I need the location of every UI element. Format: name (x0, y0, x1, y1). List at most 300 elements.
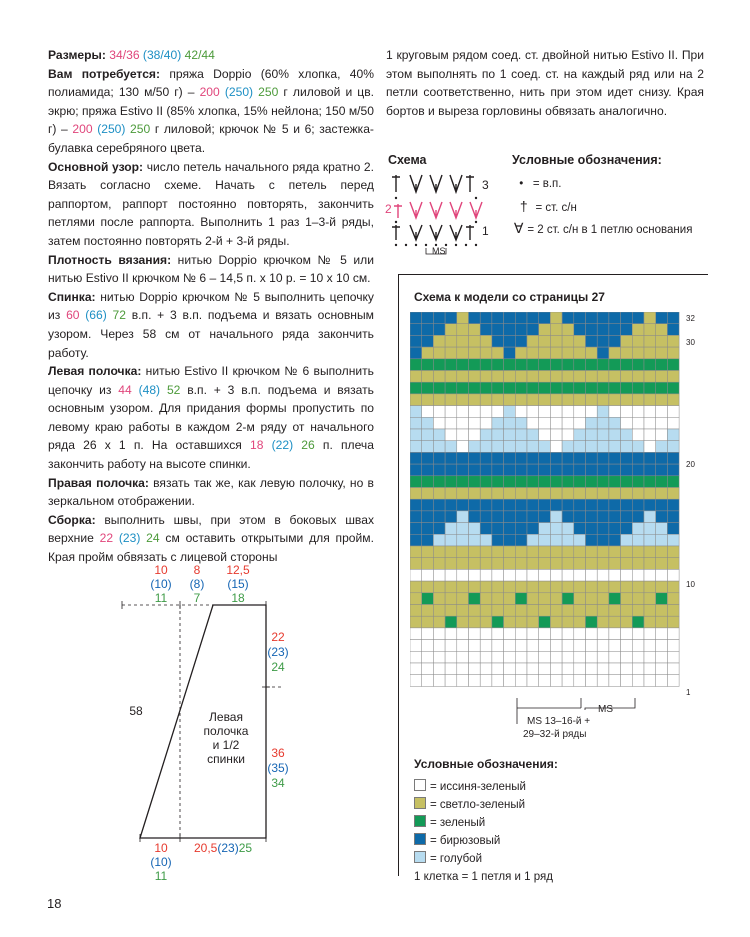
chart-cell (492, 534, 504, 546)
chart-cell (586, 593, 598, 605)
chart-cell (410, 499, 422, 511)
chart-cell (457, 499, 469, 511)
left-front-text-2: в.п. + 3 в.п. подъема и вязать основным узором. Для придания формы пропустить по левому краю работы в каждом 2-м ряду от начального ряда 26 х 1 п. На оставшихся (48, 382, 374, 453)
chart-cell (609, 511, 621, 523)
chart-cell (410, 569, 422, 581)
chart-cell (597, 581, 609, 593)
chart-cell (562, 651, 574, 663)
dim-top-left-a: 10 (154, 563, 168, 577)
chart-cell (574, 534, 586, 546)
color-chart (410, 312, 710, 732)
chart-cell (550, 312, 562, 324)
chart-cell (410, 593, 422, 605)
chart-cell (445, 324, 457, 336)
chart-cell (457, 371, 469, 383)
chart-cell (550, 382, 562, 394)
instructions-column (48, 46, 374, 567)
chart-cell (632, 406, 644, 418)
chart-cell (515, 488, 527, 500)
chart-cell (433, 417, 445, 429)
chart-cell (469, 499, 481, 511)
chart-cell (656, 499, 668, 511)
chart-cell (621, 675, 633, 687)
chart-cell (621, 324, 633, 336)
chart-cell (550, 546, 562, 558)
chart-cell (422, 569, 434, 581)
chart-cell (539, 394, 551, 406)
chart-cell (480, 335, 492, 347)
chart-cell (480, 511, 492, 523)
chart-cell (515, 371, 527, 383)
chart-cell (574, 663, 586, 675)
chart-cell (433, 534, 445, 546)
chart-cell (667, 534, 679, 546)
chart-cell (574, 371, 586, 383)
chart-cell (445, 640, 457, 652)
chart-cell (586, 324, 598, 336)
chart-cell (410, 335, 422, 347)
chart-cell (445, 359, 457, 371)
chart-cell (445, 452, 457, 464)
chart-cell (410, 651, 422, 663)
chart-cell (422, 593, 434, 605)
chart-cell (527, 616, 539, 628)
chart-cell (422, 452, 434, 464)
chart-cell (574, 347, 586, 359)
diagram-label-1: Левая (209, 710, 243, 724)
chart-cell (433, 382, 445, 394)
chart-cell (504, 569, 516, 581)
chart-row-10: 10 (686, 580, 695, 589)
chart-cell (586, 651, 598, 663)
chart-cell (515, 394, 527, 406)
chart-cell (632, 417, 644, 429)
chart-cell (539, 499, 551, 511)
chart-cell (574, 651, 586, 663)
chart-cell (492, 371, 504, 383)
chart-cell (632, 441, 644, 453)
chart-cell (457, 546, 469, 558)
main-pattern-label: Основной узор: (48, 159, 144, 174)
chart-cell (457, 569, 469, 581)
chart-cell (445, 441, 457, 453)
chart-cell (445, 523, 457, 535)
chart-cell (562, 312, 574, 324)
dc-symbol (392, 225, 400, 240)
chart-cell (562, 371, 574, 383)
right-front-text: вязать так же, как левую полочку, но в зеркальном отображении. (48, 475, 374, 509)
chart-cell (574, 593, 586, 605)
chart-cell (480, 546, 492, 558)
chart-cell (644, 581, 656, 593)
chart-cell (433, 347, 445, 359)
chart-cell (539, 359, 551, 371)
dim-bot-left-a: 10 (154, 841, 168, 855)
chart-cell (644, 511, 656, 523)
assembly-paragraph (48, 511, 374, 567)
dim-bot-left-c: 11 (154, 869, 168, 883)
chart-cell (515, 417, 527, 429)
chart-cell (632, 546, 644, 558)
chart-cell (445, 581, 457, 593)
chart-row-32: 32 (686, 314, 695, 323)
chart-cell (621, 534, 633, 546)
chart-cell (492, 429, 504, 441)
chart-cell (492, 312, 504, 324)
chart-cell (445, 651, 457, 663)
chart-cell (562, 593, 574, 605)
chart-cell (656, 347, 668, 359)
chart-cell (492, 488, 504, 500)
chart-cell (574, 569, 586, 581)
chart-cell (515, 464, 527, 476)
chart-cell (667, 452, 679, 464)
chart-cell (656, 663, 668, 675)
chart-cell (480, 628, 492, 640)
chart-cell (527, 651, 539, 663)
chart-cell (644, 429, 656, 441)
chart-cell (410, 523, 422, 535)
chart-cell (609, 464, 621, 476)
chart-cell (656, 488, 668, 500)
chart-cell (457, 312, 469, 324)
chart-cell (527, 558, 539, 570)
v-symbol (470, 202, 482, 218)
chart-cell (480, 488, 492, 500)
chart-title: Схема к модели со страницы 27 (414, 290, 605, 304)
chart-cell (504, 371, 516, 383)
chart-cell (574, 558, 586, 570)
chart-cell (492, 417, 504, 429)
chart-cell (445, 476, 457, 488)
chart-cell (562, 616, 574, 628)
chart-cell (574, 417, 586, 429)
chart-cell (609, 675, 621, 687)
chart-cell (515, 511, 527, 523)
lfront1-a: 44 (118, 382, 132, 397)
diagram-label-3: и 1/2 (212, 738, 240, 752)
chart-cell (644, 406, 656, 418)
chart-cell (550, 651, 562, 663)
chart-cell (667, 359, 679, 371)
chart-cell (621, 663, 633, 675)
chart-cell (597, 605, 609, 617)
chart-cell (492, 359, 504, 371)
chart-cell (457, 441, 469, 453)
chart-cell (644, 605, 656, 617)
chart-cell (667, 406, 679, 418)
chart-cell (550, 593, 562, 605)
chart-cell (527, 511, 539, 523)
chart-cell (667, 569, 679, 581)
chart-cell (632, 312, 644, 324)
chart-cell (550, 476, 562, 488)
chart-cell (433, 605, 445, 617)
chart-cell (550, 605, 562, 617)
chart-cell (621, 464, 633, 476)
chart-cell (433, 511, 445, 523)
chart-cell (469, 488, 481, 500)
chart-cell (550, 429, 562, 441)
chart-cell (574, 499, 586, 511)
chart-cell (422, 663, 434, 675)
materials-label: Вам потребуется: (48, 66, 160, 81)
chart-divider (398, 274, 708, 275)
chart-cell (597, 511, 609, 523)
chart-cell (667, 546, 679, 558)
chart-cell (644, 640, 656, 652)
chart-cell (480, 640, 492, 652)
chart-cell (609, 569, 621, 581)
chart-cell (422, 324, 434, 336)
chart-cell (539, 452, 551, 464)
dc-symbol (392, 175, 400, 192)
chart-cell (422, 359, 434, 371)
chart-cell (550, 359, 562, 371)
chart-cell (480, 359, 492, 371)
chart-cell (445, 371, 457, 383)
chart-cell (515, 675, 527, 687)
chart-cell (433, 616, 445, 628)
chart-cell (445, 616, 457, 628)
back-paragraph (48, 288, 374, 362)
chart-cell (632, 335, 644, 347)
main-pattern-paragraph (48, 158, 374, 251)
chart-cell (609, 371, 621, 383)
chart-cell (422, 394, 434, 406)
chart-cell (469, 324, 481, 336)
chart-cell (609, 640, 621, 652)
chart-cell (667, 441, 679, 453)
density-text: нитью Doppio крючком № 5 или нитью Estivo II крючком № 6 – 14,5 п. х 10 р. = 10 х 10 см. (48, 252, 374, 286)
chart-cell (469, 581, 481, 593)
chart-cell (515, 640, 527, 652)
chart-cell (574, 581, 586, 593)
chart-cell (504, 312, 516, 324)
chart-cell (515, 569, 527, 581)
chart-cell (621, 452, 633, 464)
chart-cell (445, 511, 457, 523)
chart-cell (527, 569, 539, 581)
schema-row-2: 2 (385, 202, 392, 216)
chart-cell (644, 417, 656, 429)
chart-cell (469, 394, 481, 406)
chart-cell (597, 616, 609, 628)
chart-cell (527, 523, 539, 535)
chart-cell (562, 476, 574, 488)
chart-cell (457, 663, 469, 675)
chart-cell (574, 640, 586, 652)
chart-cell (515, 359, 527, 371)
chart-left-border (398, 274, 399, 876)
chart-cell (457, 675, 469, 687)
chart-cell (410, 406, 422, 418)
chart-cell (574, 546, 586, 558)
chart-cell (527, 499, 539, 511)
chart-cell (433, 488, 445, 500)
chart-cell (422, 441, 434, 453)
chart-cell (586, 534, 598, 546)
chart-cell (504, 628, 516, 640)
yarn2-c: 250 (130, 122, 151, 137)
chart-cell (574, 359, 586, 371)
chart-cell (410, 616, 422, 628)
chart-cell (527, 675, 539, 687)
chart-cell (504, 616, 516, 628)
chart-cell (597, 499, 609, 511)
chart-cell (515, 347, 527, 359)
chart-cell (667, 640, 679, 652)
chart-cell (632, 429, 644, 441)
chart-cell (586, 511, 598, 523)
chart-cell (597, 371, 609, 383)
chart-cell (644, 464, 656, 476)
chart-cell (574, 406, 586, 418)
chart-cell (480, 558, 492, 570)
chart-cell (621, 394, 633, 406)
ms-repeat-2: 29–32-й ряды (523, 729, 587, 740)
chart-cell (574, 382, 586, 394)
ms-label: MS (598, 704, 613, 715)
chart-cell (667, 499, 679, 511)
chart-cell (422, 675, 434, 687)
chart-cell (457, 593, 469, 605)
chart-cell (492, 394, 504, 406)
chart-cell (632, 569, 644, 581)
chart-cell (492, 675, 504, 687)
chart-cell (527, 394, 539, 406)
chart-cell (445, 335, 457, 347)
chart-cell (527, 312, 539, 324)
dim-bot-right-a: 20,5 (194, 841, 218, 855)
chart-cell (632, 464, 644, 476)
chart-cell (644, 616, 656, 628)
legend-color-4 (414, 832, 500, 850)
chart-cell (504, 382, 516, 394)
chart-cell (492, 406, 504, 418)
chart-cell (469, 558, 481, 570)
chart-cell (539, 558, 551, 570)
chart-cell (656, 394, 668, 406)
chart-cell (574, 488, 586, 500)
chart-cell (480, 429, 492, 441)
chart-cell (656, 569, 668, 581)
chart-cell (621, 476, 633, 488)
chart-cell (562, 523, 574, 535)
chart-cell (550, 464, 562, 476)
chart-cell (422, 382, 434, 394)
chart-cell (492, 581, 504, 593)
swatch-turquoise (414, 833, 426, 845)
chart-cell (480, 581, 492, 593)
chart-cell (667, 476, 679, 488)
dim-top-right-c: 18 (231, 591, 245, 605)
chart-cell (644, 347, 656, 359)
chart-cell (667, 312, 679, 324)
chart-cell (609, 394, 621, 406)
v-stitch-icon: ∀ (510, 220, 528, 236)
chart-cell (445, 605, 457, 617)
chart-cell (574, 476, 586, 488)
chart-cell (469, 406, 481, 418)
chart-cell (480, 441, 492, 453)
chart-cell (539, 476, 551, 488)
chart-cell (422, 417, 434, 429)
swatch-green (414, 815, 426, 827)
legend-color-5-text: = голубой (430, 853, 482, 865)
chart-cell (433, 464, 445, 476)
chart-cell (574, 452, 586, 464)
chart-cell (644, 628, 656, 640)
chart-cell (632, 324, 644, 336)
chart-cell (422, 558, 434, 570)
chart-cell (562, 558, 574, 570)
chart-cell (445, 534, 457, 546)
chart-cell (562, 663, 574, 675)
dim-right-bot-b: (35) (267, 761, 289, 775)
chart-cell (527, 488, 539, 500)
chart-cell (492, 511, 504, 523)
chart-cell (597, 452, 609, 464)
chart-cell (445, 569, 457, 581)
chart-cell (597, 347, 609, 359)
chart-cell (656, 546, 668, 558)
chart-cell (574, 628, 586, 640)
chart-cell (457, 382, 469, 394)
chart-cell (609, 476, 621, 488)
chart-cell (422, 511, 434, 523)
left-front-text-3: п. плеча закончить работу на высоте спинки. (48, 438, 374, 472)
chart-cell (632, 628, 644, 640)
chart-cell (445, 417, 457, 429)
chart-cell (597, 546, 609, 558)
chart-cell (539, 581, 551, 593)
chart-cell (644, 523, 656, 535)
chart-cell (621, 441, 633, 453)
chart-cell (632, 359, 644, 371)
chart-cell (667, 511, 679, 523)
v-symbol (450, 202, 462, 218)
chart-cell (644, 312, 656, 324)
chart-cell (457, 511, 469, 523)
chart-cell (504, 523, 516, 535)
chart-cell (562, 499, 574, 511)
chart-cell (527, 441, 539, 453)
chart-cell (504, 511, 516, 523)
chart-cell (632, 382, 644, 394)
chart-cell (621, 558, 633, 570)
chart-cell (597, 628, 609, 640)
schema-row-1: 1 (482, 224, 489, 238)
chart-cell (550, 406, 562, 418)
chart-cell (562, 347, 574, 359)
chart-cell (632, 488, 644, 500)
chart-cell (609, 651, 621, 663)
chart-cell (667, 417, 679, 429)
dot-icon: • (516, 178, 533, 190)
chart-cell (609, 488, 621, 500)
materials-text-2: г лиловой и цв. экрю; пряжа Estivo II (85% хлопка, 15% нейлона; 150 м/50 г) – (48, 85, 374, 137)
ms-repeat-1: MS 13–16-й + (527, 716, 591, 727)
v-symbol (410, 202, 422, 218)
chart-cell (527, 605, 539, 617)
chart-cell (656, 476, 668, 488)
chart-cell (492, 605, 504, 617)
schema-title: Схема (388, 153, 427, 167)
chart-cell (667, 605, 679, 617)
chart-cell (609, 628, 621, 640)
diagram-label (196, 710, 256, 766)
